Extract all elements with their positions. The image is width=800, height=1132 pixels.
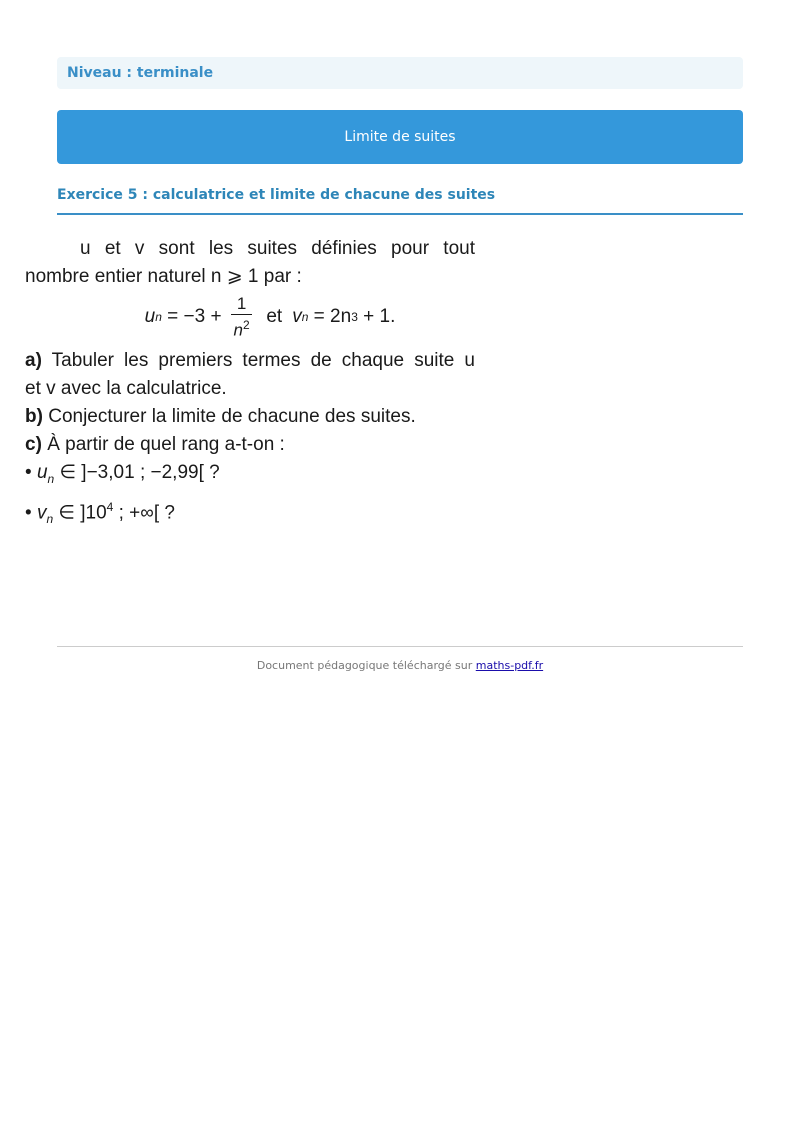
question-a-line-1 <box>25 347 475 375</box>
formula-u-eq: = −3 + <box>161 306 227 327</box>
formula-u-var: u <box>144 306 156 327</box>
formula-v-eq: = 2n <box>308 306 352 327</box>
fraction <box>231 294 252 341</box>
footer-text: Document pédagogique téléchargé sur <box>256 659 476 672</box>
question-c <box>25 431 475 459</box>
bullet-v-text: ; +∞[ ? <box>113 502 175 524</box>
level-banner <box>57 57 743 89</box>
footer <box>57 659 743 672</box>
question-c-text: À partir de quel rang a-t-on : <box>47 434 285 455</box>
sequence-formulas <box>25 293 475 341</box>
title-banner <box>57 110 743 164</box>
formula-v-end: + 1. <box>357 306 396 327</box>
exercise-title: Exercice 5 : calculatrice et limite de chacune des suites <box>57 187 743 215</box>
bullet-icon: • <box>25 502 37 524</box>
intro-line-2: nombre entier naturel n ⩾ 1 par : <box>25 266 302 287</box>
bullet-v: • $v_n$ ∈ ]$10^4$ ; +∞[ ? <box>25 499 175 526</box>
bullet-icon: • <box>25 462 37 483</box>
question-b <box>25 403 475 431</box>
footer-divider <box>57 646 743 647</box>
intro-line-1: u et v sont les suites définies pour tout <box>80 238 475 259</box>
question-a-label: a) <box>25 350 42 371</box>
formula-v-var: v <box>292 306 302 327</box>
question-b-text: Conjecturer la limite de chacune des suites. <box>48 406 416 427</box>
fraction-denominator: $n^2$ <box>233 317 250 340</box>
fraction-numerator: 1 <box>231 294 252 315</box>
formula-v-sup: 3 <box>351 310 358 324</box>
formula-u-sub: n <box>155 310 162 324</box>
page-title: Limite de suites <box>344 129 456 145</box>
question-a-line-2: et v avec la calculatrice. <box>25 378 227 399</box>
bullet-u-text: ∈ ]−3,01 ; −2,99[ ? <box>54 462 220 483</box>
formula-v-sub: n <box>301 310 309 324</box>
exercise-statement <box>25 235 475 533</box>
question-c-label: c) <box>25 434 42 455</box>
level-label: Niveau : terminale <box>67 65 214 81</box>
question-a-text: Tabuler les premiers termes de chaque suite u <box>51 350 475 371</box>
question-b-label: b) <box>25 406 43 427</box>
formula-et: et <box>266 306 283 327</box>
bullet-u: • $u_n$ ∈ ]−3,01 ; −2,99[ ? <box>25 462 220 486</box>
page-content <box>57 57 743 215</box>
footer-link[interactable]: maths-pdf.fr <box>475 659 544 672</box>
